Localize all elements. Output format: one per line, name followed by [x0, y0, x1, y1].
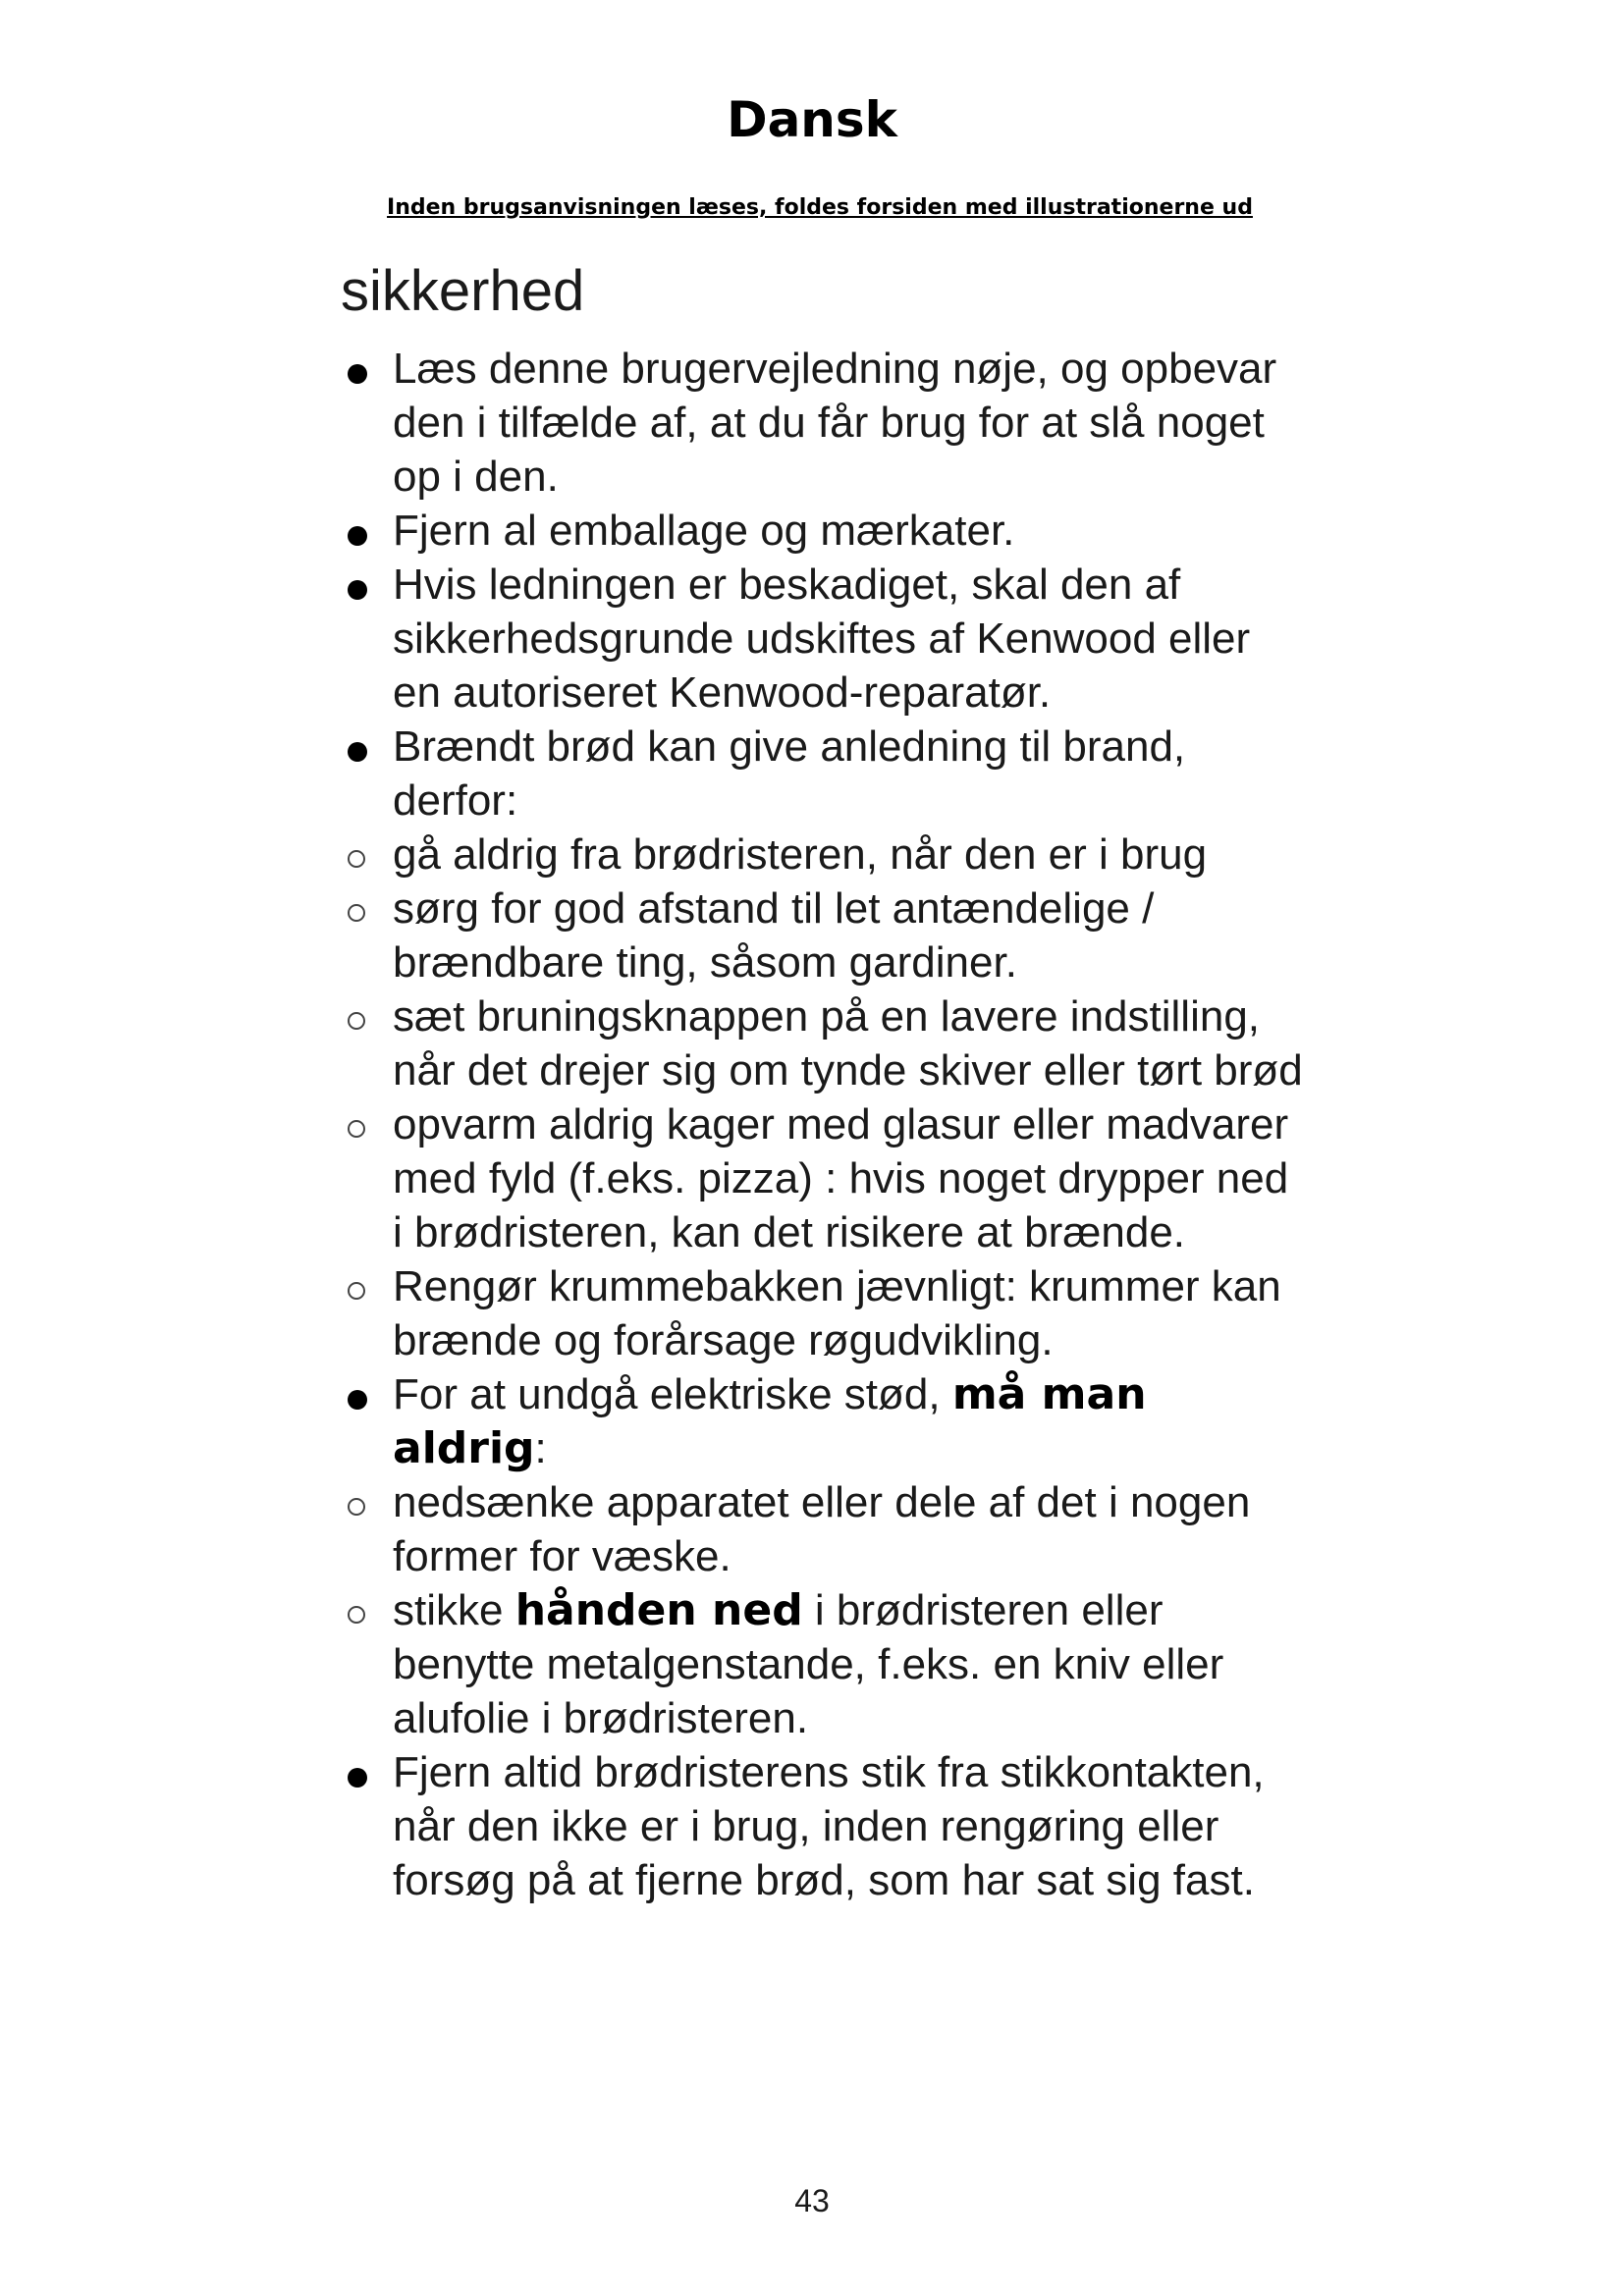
circle-bullet-icon — [348, 1012, 365, 1030]
list-item-text: Brændt brød kan give anledning til brand, derfor: — [393, 722, 1186, 825]
bullet-icon — [348, 526, 367, 546]
list-item-text-end: i brødristeren eller benytte metalgenstande, f.eks. en kniv eller alufolie i brødristeren. — [393, 1586, 1224, 1742]
list-item-text: Læs denne brugervejledning nøje, og opbevar den i tilfælde af, at du får brug for at slå noget op i den. — [393, 345, 1277, 501]
list-item — [342, 342, 1304, 504]
sub-list-item — [342, 1259, 1304, 1367]
list-item-text-start: stikke — [393, 1586, 515, 1634]
circle-bullet-icon — [348, 850, 365, 868]
list-item-text: nedsænke apparatet eller dele af det i nogen former for væske. — [393, 1478, 1251, 1580]
bullet-icon — [348, 1768, 367, 1788]
circle-bullet-icon — [348, 904, 365, 922]
circle-bullet-icon — [348, 1120, 365, 1138]
page-title: Dansk — [727, 91, 897, 148]
bullet-icon — [348, 364, 367, 384]
sub-list-item — [342, 989, 1304, 1097]
emphasis-text: må man aldrig — [393, 1369, 1147, 1473]
list-item — [342, 558, 1304, 720]
bullet-icon — [348, 1390, 367, 1410]
list-item — [342, 504, 1304, 558]
sub-list-item — [342, 828, 1304, 881]
list-item-text: sæt bruningsknappen på en lavere indstilling, når det drejer sig om tynde skiver eller tørt brød — [393, 992, 1303, 1095]
list-item-text: gå aldrig fra brødristeren, når den er i brug — [393, 830, 1208, 879]
list-item-text: opvarm aldrig kager med glasur eller madvarer med fyld (f.eks. pizza) : hvis noget drypper ned i brødristeren, kan det risikere at brænde. — [393, 1100, 1289, 1256]
list-item-text: Fjern altid brødristerens stik fra stikkontakten, når den ikke er i brug, inden rengøring eller forsøg på at fjerne brød, som har sat sig fast. — [393, 1748, 1265, 1904]
emphasis-text: hånden ned — [514, 1585, 803, 1635]
page-number: 43 — [794, 2183, 830, 2218]
list-item-text-start: For at undgå elektriske stød, — [393, 1370, 952, 1418]
sub-list-item — [342, 1475, 1304, 1583]
bullet-icon — [348, 742, 367, 762]
list-item-text: Hvis ledningen er beskadiget, skal den af sikkerhedsgrunde udskiftes af Kenwood eller en autoriseret Kenwood-reparatør. — [393, 561, 1251, 717]
fold-out-instruction: Inden brugsanvisningen læses, foldes forsiden med illustrationerne ud — [387, 195, 1253, 220]
sub-list-item — [342, 881, 1304, 989]
list-item-text: Rengør krummebakken jævnligt: krummer kan brænde og forårsage røgudvikling. — [393, 1262, 1281, 1364]
list-item — [342, 1745, 1304, 1907]
sub-list-item — [342, 1097, 1304, 1259]
circle-bullet-icon — [348, 1606, 365, 1624]
bullet-icon — [348, 580, 367, 600]
safety-list — [342, 342, 1304, 1907]
circle-bullet-icon — [348, 1282, 365, 1300]
list-item-text: sørg for god afstand til let antændelige / brændbare ting, såsom gardiner. — [393, 884, 1155, 987]
list-item-text: Fjern al emballage og mærkater. — [393, 507, 1015, 555]
list-item — [342, 1367, 1304, 1475]
section-heading-safety: sikkerhed — [341, 259, 585, 323]
list-item-text-end: : — [534, 1424, 547, 1472]
circle-bullet-icon — [348, 1498, 365, 1516]
sub-list-item — [342, 1583, 1304, 1745]
list-item — [342, 720, 1304, 828]
